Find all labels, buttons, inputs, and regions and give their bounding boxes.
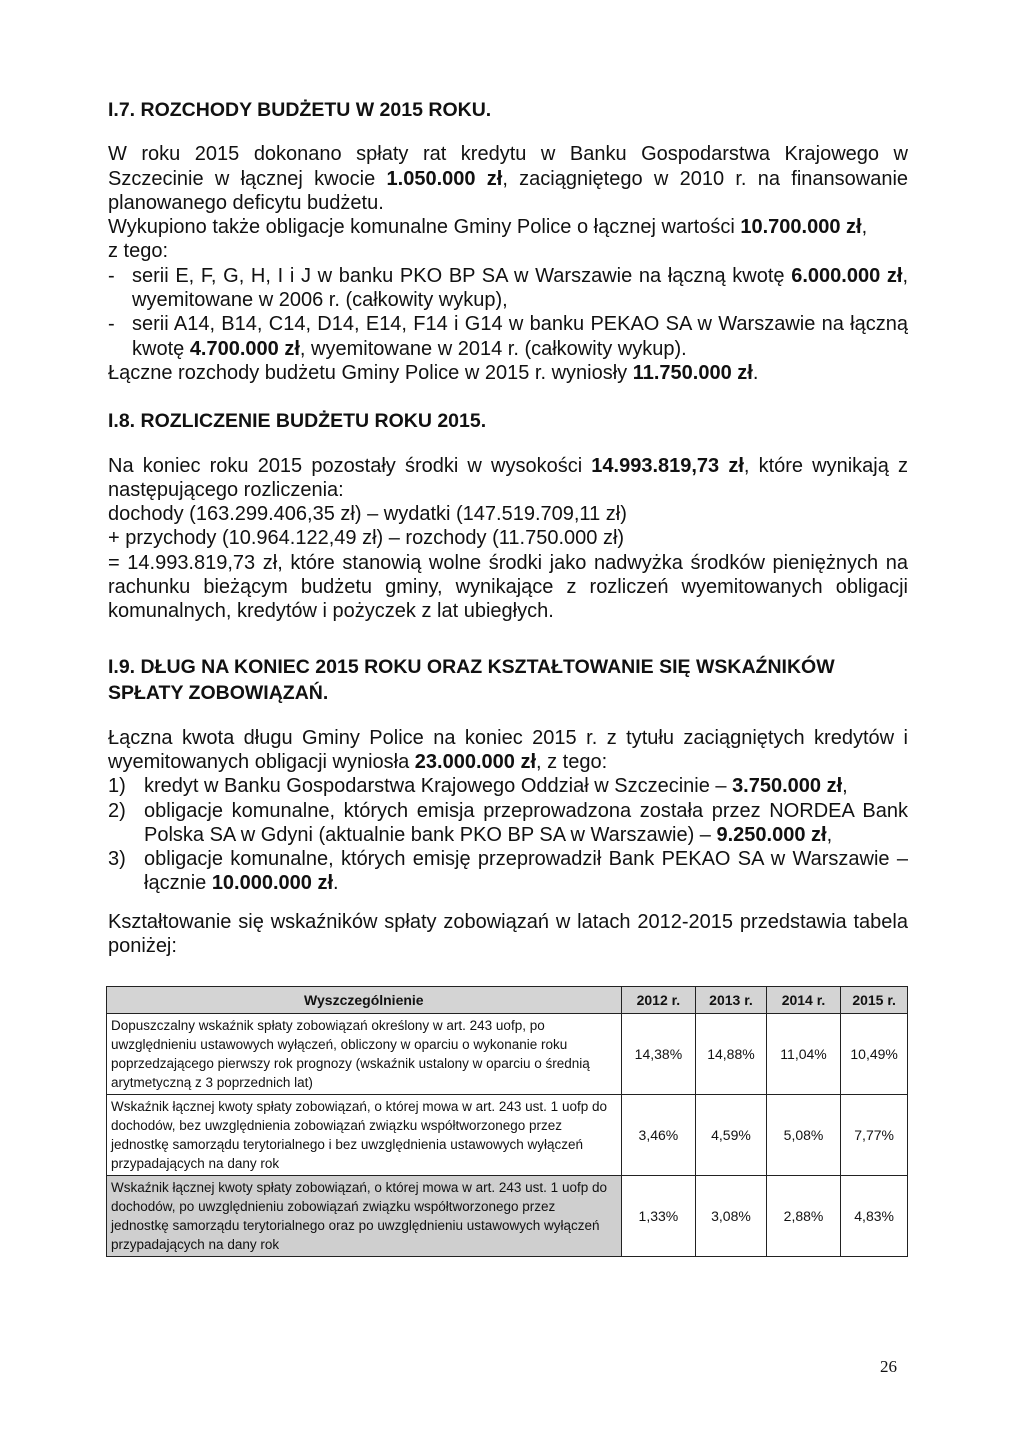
cell-value: 3,46% bbox=[621, 1095, 696, 1176]
list-item-bgk-loan: 1) kredyt w Banku Gospodarstwa Krajowego Oddział w Szczecinie – 3.750.000 zł, bbox=[108, 775, 848, 798]
cell-value: 4,59% bbox=[696, 1095, 767, 1176]
settlement-line-3: = 14.993.819,73 zł, które stanowią wolne środki jako nadwyżka środków pieniężnych na rachunku bieżącym budżetu gminy, wynikające z rozliczeń wyemitowanych obligacji komunalnych, kredytów i pożyczek z lat ubiegłych. bbox=[108, 551, 908, 623]
cell-value: 4,83% bbox=[841, 1176, 908, 1257]
settlement-line-1: dochody (163.299.406,35 zł) – wydatki (147.519.709,11 zł) bbox=[108, 503, 627, 526]
paragraph-total-outflows: Łączne rozchody budżetu Gminy Police w 2015 r. wyniosły 11.750.000 zł. bbox=[108, 361, 759, 384]
document-page bbox=[108, 98, 908, 958]
header-2014: 2014 r. bbox=[766, 987, 840, 1014]
row-description: Dopuszczalny wskaźnik spłaty zobowiązań określony w art. 243 uofp, po uwzględnieniu ustawowych wyłączeń, obliczony w oparciu o wykonanie roku poprzedzającego pierwszy rok prognozy (wskaźnik ustalony w oparciu o średnią arytmetyczną z 3 poprzednich lat) bbox=[107, 1014, 622, 1095]
header-2015: 2015 r. bbox=[841, 987, 908, 1014]
cell-value: 11,04% bbox=[766, 1014, 840, 1095]
section-heading-1-9: I.9. DŁUG NA KONIEC 2015 ROKU ORAZ KSZTAŁTOWANIE SIĘ WSKAŹNIKÓW SPŁATY ZOBOWIĄZAŃ. bbox=[108, 655, 835, 704]
row-description: Wskaźnik łącznej kwoty spłaty zobowiązań, o której mowa w art. 243 ust. 1 uofp do dochodów, po uwzględnieniu zobowiązań związku współtworzonego przez jednostkę samorządu terytorialnego oraz po uwzględnieniu ustawowych wyłączeń przypadających na dany rok bbox=[107, 1176, 622, 1257]
paragraph-bond-redemption: Wykupiono także obligacje komunalne Gminy Police o łącznej wartości 10.700.000 zł, bbox=[108, 216, 868, 239]
table-header-row bbox=[107, 987, 908, 1014]
paragraph-remaining-funds: Na koniec roku 2015 pozostały środki w wysokości 14.993.819,73 zł, które wynikają z następującego rozliczenia: bbox=[108, 454, 908, 501]
cell-value: 10,49% bbox=[841, 1014, 908, 1095]
settlement-line-2: + przychody (10.964.122,49 zł) – rozchody (11.750.000 zł) bbox=[108, 527, 625, 550]
list-item-series-a14-g14: - serii A14, B14, C14, D14, E14, F14 i G14 w banku PEKAO SA w Warszawie na łączną kwotę 4.700.000 zł, wyemitowane w 2014 r. (całkowity wykup). bbox=[108, 313, 908, 360]
header-description: Wyszczególnienie bbox=[107, 987, 622, 1014]
list-item-nordea-bonds: 2) obligacje komunalne, których emisja przeprowadzona została przez NORDEA Bank Polska SA w Gdyni (aktualnie bank PKO BP SA w Warszawie) – 9.250.000 zł, bbox=[108, 799, 908, 846]
cell-value: 5,08% bbox=[766, 1095, 840, 1176]
paragraph-loan-repayment: W roku 2015 dokonano spłaty rat kredytu w Banku Gospodarstwa Krajowego w Szczecinie w łącznej kwocie 1.050.000 zł, zaciągniętego w 2010 r. na finansowanie planowanego deficytu budżetu. bbox=[108, 143, 909, 214]
debt-ratio-table bbox=[106, 986, 908, 1257]
paragraph-table-intro: Kształtowanie się wskaźników spłaty zobowiązań w latach 2012-2015 przedstawia tabela poniżej: bbox=[108, 910, 908, 958]
cell-value: 14,38% bbox=[621, 1014, 696, 1095]
section-heading-1-8: I.8. ROZLICZENIE BUDŻETU ROKU 2015. bbox=[108, 410, 487, 433]
page-number: 26 bbox=[880, 1357, 897, 1376]
table-row bbox=[107, 1095, 908, 1176]
list-item-series-efghij: - serii E, F, G, H, I i J w banku PKO BP SA w Warszawie na łączną kwotę 6.000.000 zł, wyemitowane w 2006 r. (całkowity wykup), bbox=[108, 264, 909, 312]
cell-value: 2,88% bbox=[766, 1176, 840, 1257]
header-2012: 2012 r. bbox=[621, 987, 696, 1014]
cell-value: 14,88% bbox=[696, 1014, 767, 1095]
paragraph-of-which: z tego: bbox=[108, 240, 169, 263]
section-heading-1-7: I.7. ROZCHODY BUDŻETU W 2015 ROKU. bbox=[108, 99, 492, 121]
cell-value: 3,08% bbox=[696, 1176, 767, 1257]
cell-value: 7,77% bbox=[841, 1095, 908, 1176]
header-2013: 2013 r. bbox=[696, 987, 767, 1014]
table-row bbox=[107, 1176, 908, 1257]
list-item-pekao-bonds: 3) obligacje komunalne, których emisję przeprowadził Bank PEKAO SA w Warszawie – łącznie 10.000.000 zł. bbox=[108, 848, 908, 895]
table-row bbox=[107, 1014, 908, 1095]
row-description: Wskaźnik łącznej kwoty spłaty zobowiązań, o której mowa w art. 243 ust. 1 uofp do dochodów, bez uwzględnienia zobowiązań związku współtworzonego przez jednostkę samorządu terytorialnego i bez uwzględnienia ustawowych wyłączeń przypadających na dany rok bbox=[107, 1095, 622, 1176]
paragraph-total-debt: Łączna kwota długu Gminy Police na koniec 2015 r. z tytułu zaciągniętych kredytów i wyemitowanych obligacji wyniosła 23.000.000 zł, z tego: bbox=[108, 726, 908, 773]
cell-value: 1,33% bbox=[621, 1176, 696, 1257]
